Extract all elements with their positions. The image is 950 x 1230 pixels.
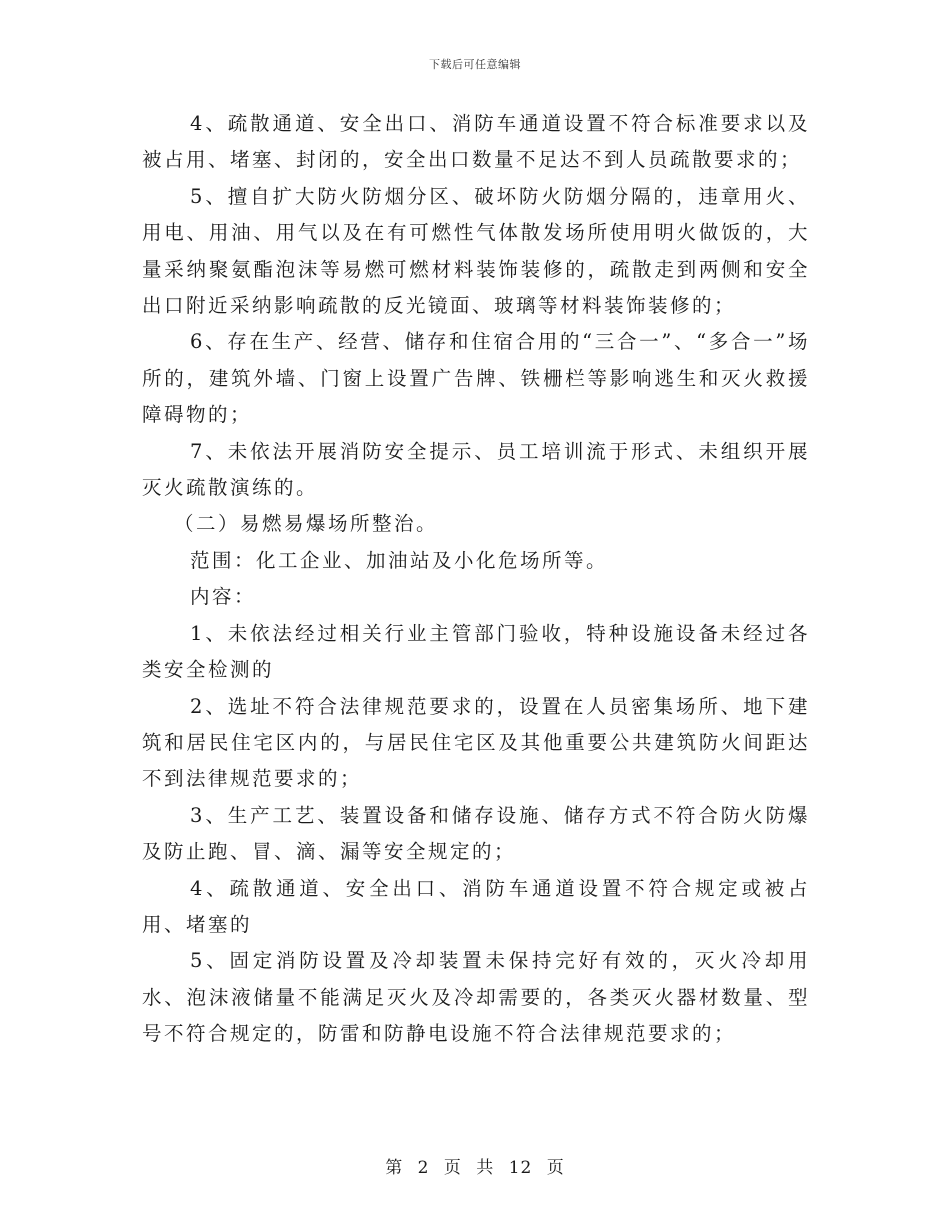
paragraph-item-1-inspection: 1、未依法经过相关行业主管部门验收，特种设施设备未经过各类安全检测的 (142, 621, 810, 682)
footer-total-pages: 12 (508, 1158, 533, 1178)
paragraph-item-2-site-selection: 2、选址不符合法律规范要求的，设置在人员密集场所、地下建筑和居民住宅区内的，与居民住宅区及其他重要公共建筑防火间距达不到法律规范要求的； (142, 694, 810, 791)
paragraph-item-4-evacuation: 4、疏散通道、安全出口、消防车通道设置不符合标准要求以及被占用、堵塞、封闭的，安全出口数量不足达不到人员疏散要求的； (142, 112, 810, 172)
paragraph-item-5-fire-equipment: 5、固定消防设置及冷却装置未保持完好有效的，灭火冷却用水、泡沫液储量不能满足灭火及冷却需要的，各类灭火器材数量、型号不符合规定的，防雷和防静电设施不符合法律规范要求的； (142, 949, 810, 1046)
footer-page-label: 第 (385, 1158, 404, 1178)
page-footer (0, 1153, 950, 1178)
paragraph-item-5-fire-zones: 5、擅自扩大防火防烟分区、破坏防火防烟分隔的，违章用火、用电、用油、用气以及在有可燃性气体散发场所使用明火做饭的，大量采纳聚氨酯泡沫等易燃可燃材料装饰装修的，疏散走到两侧和安全出口附近采纳影响疏散的反光镜面、玻璃等材料装饰装修的； (142, 184, 810, 318)
footer-current-page: 2 (417, 1158, 430, 1178)
page-header: 下载后可任意编辑 (429, 58, 521, 71)
paragraph-item-3-process: 3、生产工艺、装置设备和储存设施、储存方式不符合防火防爆及防止跑、冒、滴、漏等安全规定的； (142, 803, 810, 864)
paragraph-content-label: 内容： (190, 585, 257, 609)
footer-total-label: 共 (476, 1158, 495, 1178)
section-heading-flammable: （二）易燃易爆场所整治。 (174, 512, 439, 536)
paragraph-scope: 范围：化工企业、加油站及小化危场所等。 (190, 548, 609, 572)
paragraph-item-4-exits: 4、疏散通道、安全出口、消防车通道设置不符合规定或被占用、堵塞的 (142, 876, 810, 936)
paragraph-item-6-three-in-one: 6、存在生产、经营、储存和住宿合用的“三合一”、“多合一”场所的，建筑外墙、门窗上设置广告牌、铁栅栏等影响逃生和灭火救援障碍物的； (142, 330, 810, 427)
footer-page-unit: 页 (443, 1158, 462, 1178)
footer-total-unit: 页 (546, 1158, 565, 1178)
document-body (142, 106, 810, 1053)
paragraph-item-7-training: 7、未依法开展消防安全提示、员工培训流于形式、未组织开展灭火疏散演练的。 (142, 439, 810, 500)
